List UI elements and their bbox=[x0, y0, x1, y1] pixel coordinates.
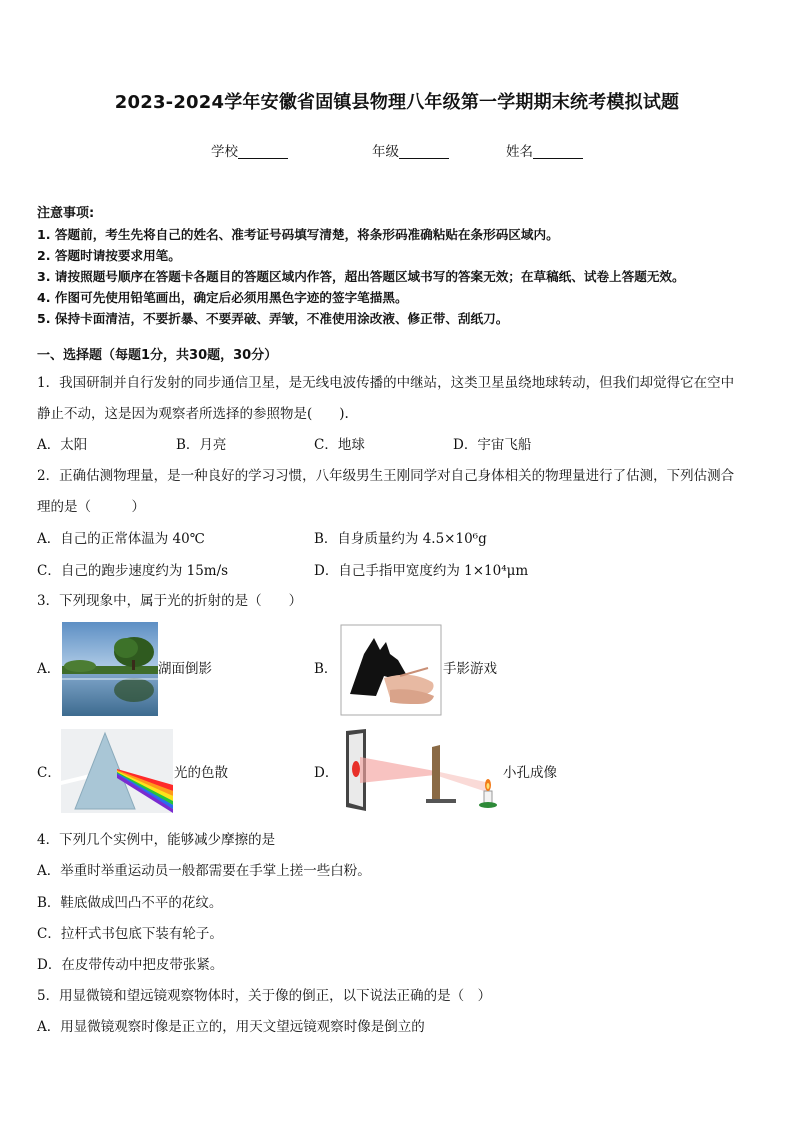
q1-option-a[interactable]: A．太阳 bbox=[37, 437, 88, 453]
q3-stem: 3．下列现象中，属于光的折射的是（ ） bbox=[37, 593, 303, 609]
name-label: 姓名 bbox=[506, 144, 533, 160]
note-item: 5. 保持卡面清洁，不要折暴、不要弄破、弄皱，不准使用涂改液、修正带、刮纸刀。 bbox=[37, 311, 509, 326]
notes-heading: 注意事项: bbox=[37, 206, 95, 221]
note-item: 3. 请按照题号顺序在答题卡各题目的答题区域内作答，超出答题区域书写的答案无效；在草稿纸、试卷上答题无效。 bbox=[37, 269, 685, 284]
q2-option-d[interactable]: D．自己手指甲宽度约为 1×10⁴μm bbox=[314, 563, 529, 579]
school-field[interactable] bbox=[211, 140, 288, 160]
page-title: 2023-2024学年安徽省固镇县物理八年级第一学期期末统考模拟试题 bbox=[114, 92, 680, 113]
q2-option-b[interactable]: B．自身质量约为 4.5×10⁶g bbox=[314, 531, 487, 547]
q3-option-c-text[interactable]: 光的色散 bbox=[174, 765, 228, 781]
q1-stem-line2: 静止不动，这是因为观察者所选择的参照物是( ). bbox=[37, 406, 349, 422]
q5-stem: 5．用显微镜和望远镜观察物体时，关于像的倒正，以下说法正确的是（ ） bbox=[37, 988, 492, 1004]
q1-option-d[interactable]: D．宇宙飞船 bbox=[453, 437, 532, 453]
prism-dispersion-image bbox=[61, 729, 173, 813]
q3-option-a-text[interactable]: 湖面倒影 bbox=[158, 661, 212, 677]
note-item: 2. 答题时请按要求用笔。 bbox=[37, 248, 181, 263]
q4-stem: 4．下列几个实例中，能够减少摩擦的是 bbox=[37, 832, 276, 848]
q2-stem-line2: 理的是（ ） bbox=[37, 499, 145, 515]
student-info-row bbox=[0, 140, 794, 160]
q3-option-a-letter[interactable]: A． bbox=[37, 661, 61, 677]
q3-option-d-text[interactable]: 小孔成像 bbox=[503, 765, 557, 781]
q3-option-c-letter[interactable]: C． bbox=[37, 765, 61, 781]
q2-option-c[interactable]: C．自己的跑步速度约为 15m/s bbox=[37, 563, 229, 579]
hand-shadow-image bbox=[340, 624, 442, 716]
name-field[interactable] bbox=[506, 140, 583, 160]
pinhole-imaging-image bbox=[340, 727, 502, 813]
name-blank[interactable] bbox=[533, 144, 583, 159]
q4-option-c[interactable]: C．拉杆式书包底下装有轮子。 bbox=[37, 926, 223, 942]
note-item: 1. 答题前，考生先将自己的姓名、准考证号码填写清楚，将条形码准确粘贴在条形码区域内。 bbox=[37, 227, 559, 242]
q2-option-a[interactable]: A．自己的正常体温为 40℃ bbox=[37, 531, 205, 547]
school-label: 学校 bbox=[211, 144, 238, 160]
note-item: 4. 作图可先使用铅笔画出，确定后必须用黑色字迹的签字笔描黑。 bbox=[37, 290, 408, 305]
q3-option-b-text[interactable]: 手影游戏 bbox=[443, 661, 497, 677]
q4-option-b[interactable]: B．鞋底做成凹凸不平的花纹。 bbox=[37, 895, 223, 911]
q1-option-c[interactable]: C．地球 bbox=[314, 437, 365, 453]
q2-stem-line1: 2．正确估测物理量，是一种良好的学习习惯，八年级男生王刚同学对自己身体相关的物理量进行了估测，下列估测合 bbox=[37, 468, 735, 484]
q4-option-d[interactable]: D．在皮带传动中把皮带张紧。 bbox=[37, 957, 224, 973]
q1-stem-line1: 1．我国研制并自行发射的同步通信卫星，是无线电波传播的中继站，这类卫星虽绕地球转动，但我们却觉得它在空中 bbox=[37, 375, 735, 391]
lake-reflection-image bbox=[62, 622, 158, 716]
q4-option-a[interactable]: A．举重时举重运动员一般都需要在手掌上搓一些白粉。 bbox=[37, 863, 371, 879]
section-heading: 一、选择题（每题1分，共30题，30分） bbox=[37, 348, 278, 363]
q3-option-b-letter[interactable]: B． bbox=[314, 661, 338, 677]
grade-blank[interactable] bbox=[399, 144, 449, 159]
q5-option-a[interactable]: A．用显微镜观察时像是正立的，用天文望远镜观察时像是倒立的 bbox=[37, 1019, 425, 1035]
school-blank[interactable] bbox=[238, 144, 288, 159]
q3-option-d-letter[interactable]: D． bbox=[314, 765, 339, 781]
grade-label: 年级 bbox=[372, 144, 399, 160]
grade-field[interactable] bbox=[372, 140, 449, 160]
q1-option-b[interactable]: B．月亮 bbox=[176, 437, 227, 453]
notes-block bbox=[37, 203, 757, 329]
